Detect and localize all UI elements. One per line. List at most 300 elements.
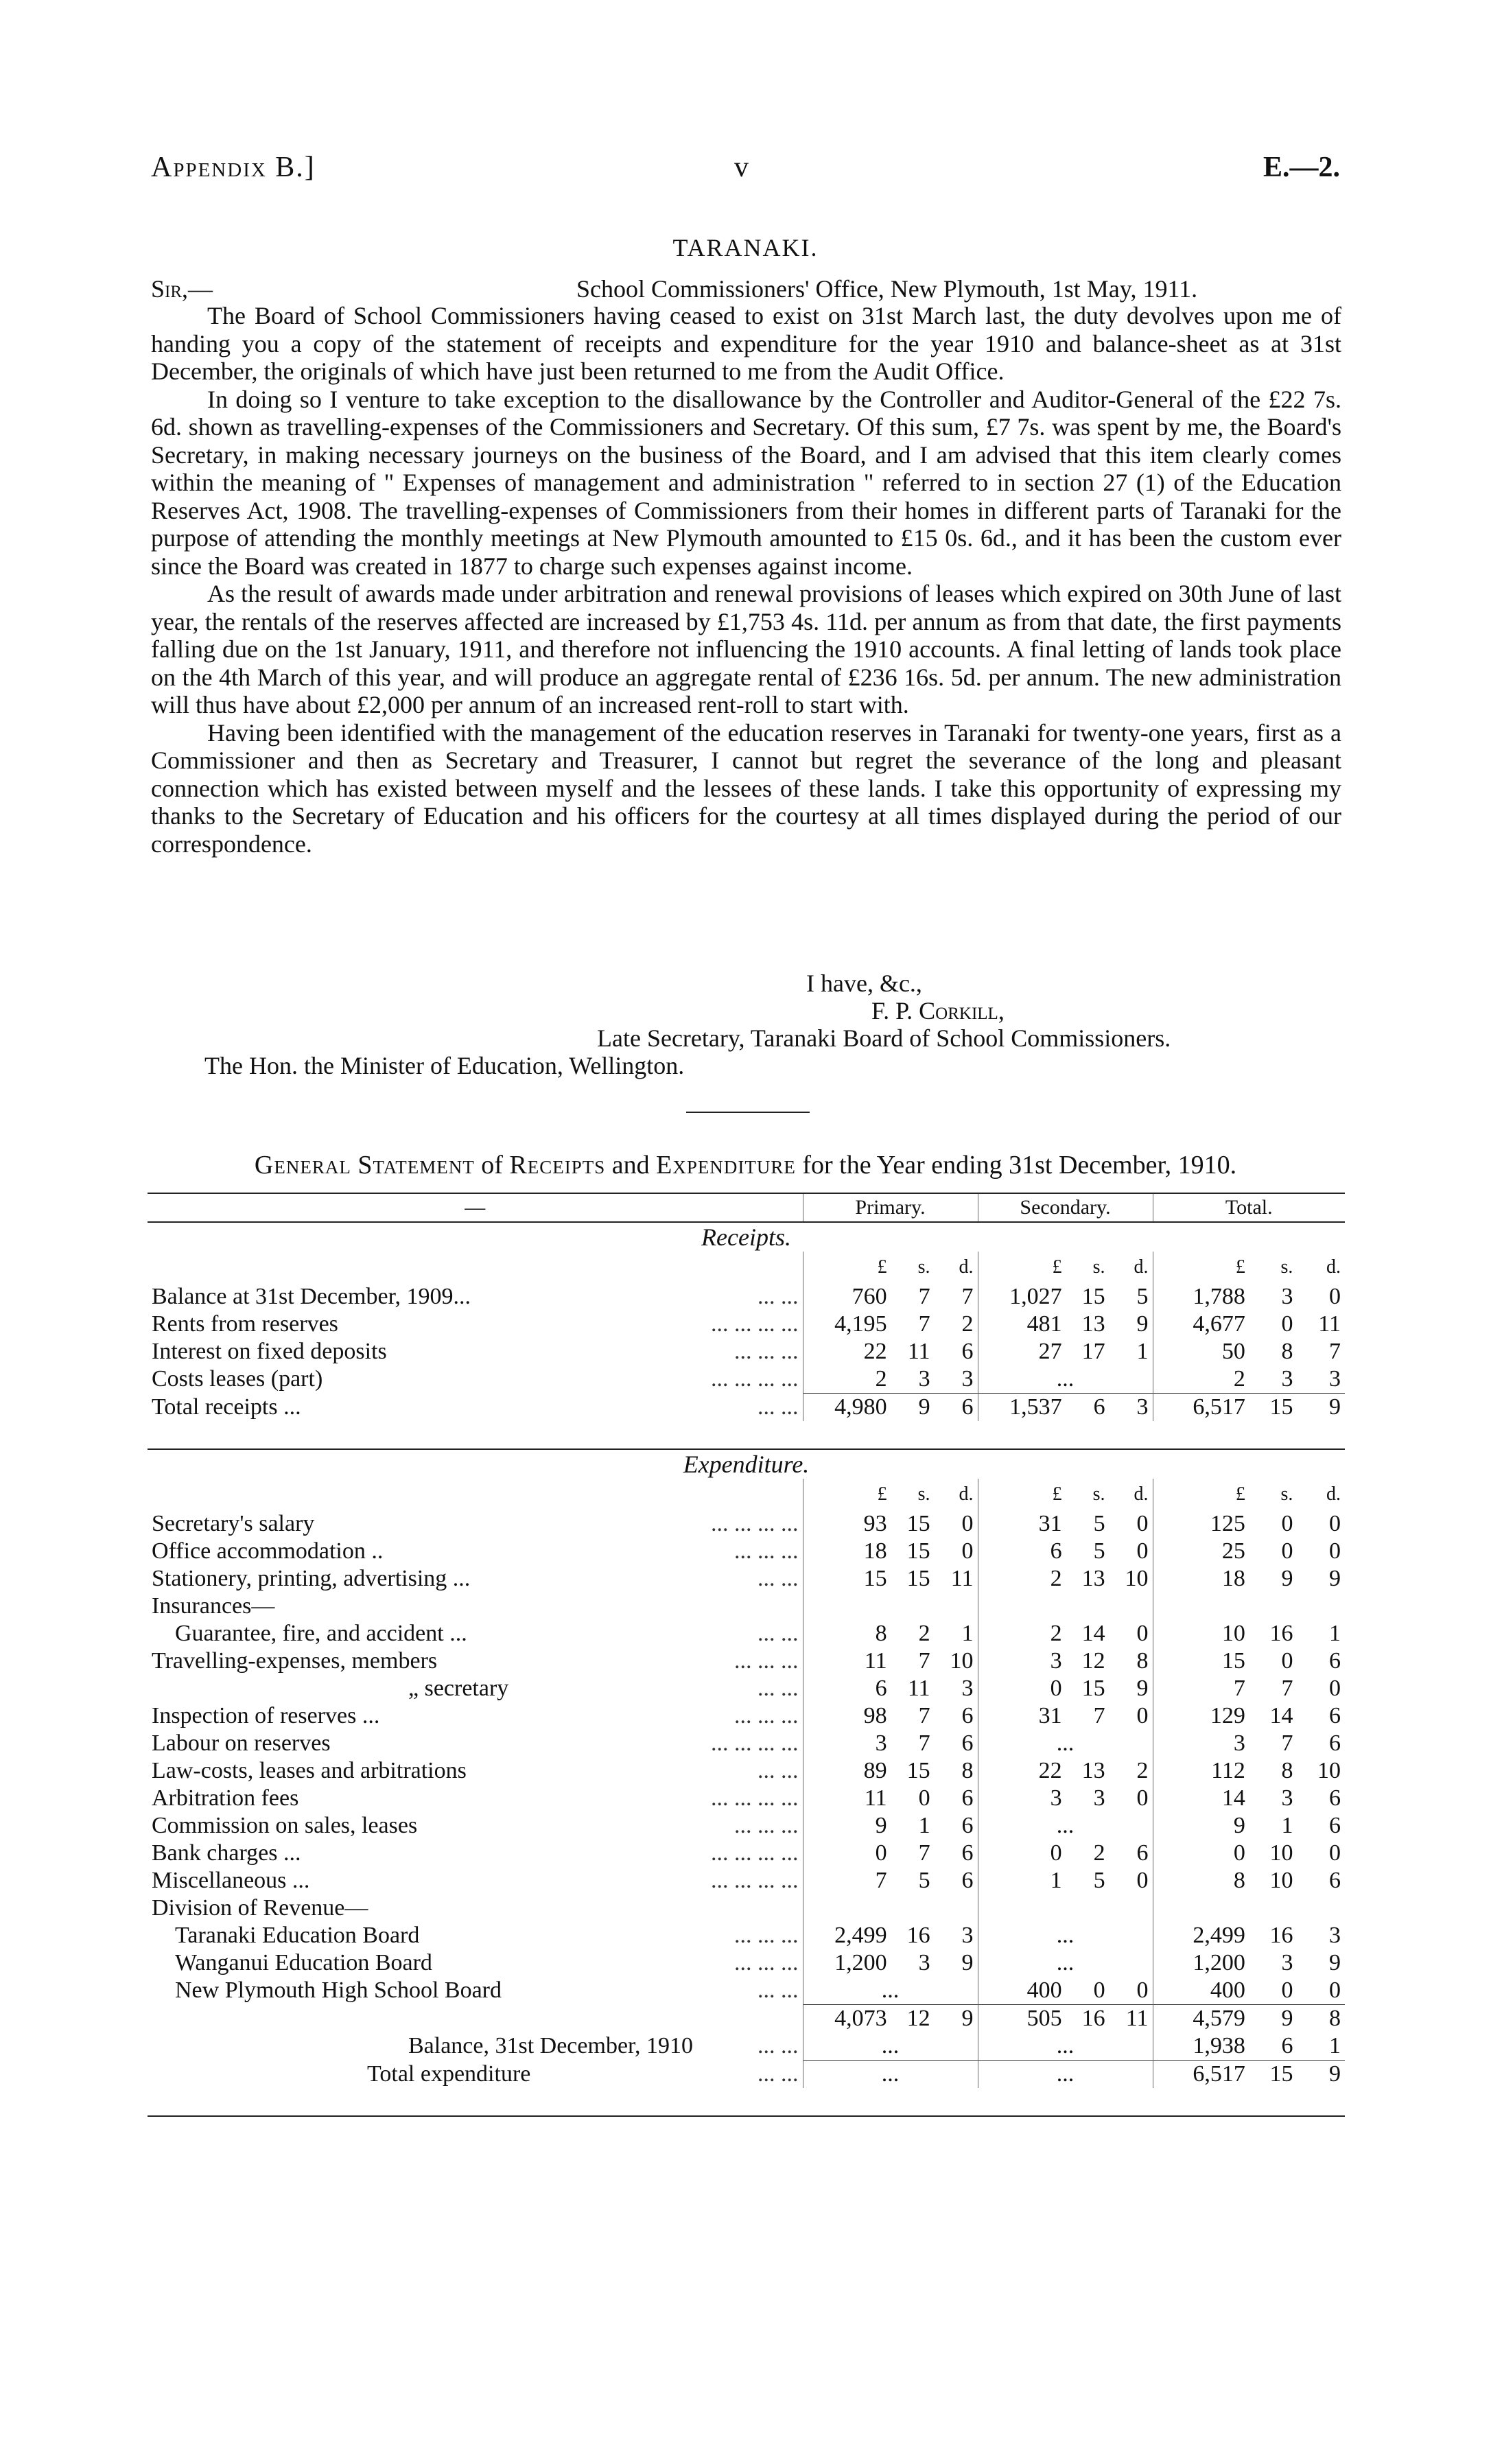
row-label — [148, 1675, 803, 1702]
amount-pence: 3 — [1328, 1923, 1341, 1948]
amount-pounds: 18 — [1221, 1566, 1245, 1591]
secondary-cell — [978, 1785, 1153, 1812]
amount-shillings: 14 — [1269, 1703, 1293, 1728]
label-wrap — [408, 2033, 799, 2059]
label-wrap — [175, 1621, 799, 1647]
secondary-cell — [978, 1977, 1153, 2005]
item-label: Arbitration fees — [152, 1785, 299, 1811]
amount-pounds: 129 — [1210, 1703, 1245, 1728]
total-cell — [1153, 1565, 1345, 1593]
item-label: Bank charges ... — [152, 1840, 301, 1866]
amount-pounds: 2,499 — [1193, 1923, 1245, 1948]
secondary-cell: ... — [978, 2061, 1153, 2089]
row-label — [148, 1565, 803, 1593]
amount-shillings: 15 — [906, 1566, 930, 1591]
item-column-header: — — [148, 1193, 803, 1222]
amount-shillings: 13 — [1081, 1311, 1105, 1337]
label-wrap — [152, 1511, 799, 1537]
amount — [1158, 1566, 1341, 1592]
row-label — [148, 1922, 803, 1949]
letter-paragraph: Having been identified with the management of the education reserves in Taranaki for twenty-one years, first as a Commissioner and then as Secretary and Treasurer, I cannot but regret the severance of the long and pleasant connection which has existed between myself and the lessees of these lands. I take this opportunity of expressing my thanks to the Secretary of Education and his officers for the courtesy at all times displayed during the period of our correspondence. — [151, 718, 1341, 858]
secondary-cell: ... — [978, 1812, 1153, 1840]
expenditure-row — [148, 1593, 1345, 1620]
amount-pounds: 93 — [863, 1511, 887, 1536]
primary-cell — [803, 1311, 978, 1338]
amount-pence: 0 — [1328, 1538, 1341, 1564]
amount — [983, 1840, 1149, 1866]
amount-shillings: 15 — [906, 1511, 930, 1536]
unit-label: s. — [1280, 1483, 1293, 1505]
amount-pounds: 4,677 — [1193, 1311, 1245, 1337]
amount — [808, 1284, 974, 1310]
expenditure-row — [148, 1565, 1345, 1593]
total-cell — [1153, 1977, 1345, 2005]
expenditure-row — [148, 1785, 1345, 1812]
amount-pence: 0 — [961, 1511, 974, 1536]
title-word: of — [481, 1151, 503, 1180]
unit-label: s. — [1092, 1483, 1105, 1505]
amount-pence: 3 — [961, 1676, 974, 1701]
amount — [983, 1621, 1149, 1647]
secondary-cell — [978, 1565, 1153, 1593]
unit-label: d. — [1134, 1483, 1149, 1505]
amount-pence: 6 — [961, 1339, 974, 1364]
amount-pounds: 6 — [875, 1676, 887, 1701]
amount-pounds: 2 — [875, 1366, 887, 1392]
amount-shillings: 0 — [1281, 1648, 1293, 1674]
secondary-cell: ... — [978, 1949, 1153, 1977]
amount-pence: 6 — [961, 1813, 974, 1838]
amount-pounds: 15 — [863, 1566, 887, 1591]
primary-cell — [803, 1812, 978, 1840]
amount-pounds: 505 — [1026, 2006, 1062, 2031]
expenditure-row — [148, 1730, 1345, 1757]
unit-label: £ — [1052, 1256, 1062, 1278]
amount-pence: 3 — [1328, 1366, 1341, 1392]
primary-cell — [803, 1510, 978, 1538]
row-label — [148, 1394, 803, 1422]
unit-labels — [983, 1256, 1149, 1278]
amount-pence: 0 — [1136, 1621, 1149, 1646]
amount — [808, 1703, 974, 1729]
amount-shillings: 1 — [918, 1813, 930, 1838]
document-code: E.—2. — [1263, 152, 1340, 183]
amount-shillings: 7 — [1281, 1730, 1293, 1756]
amount-pounds: 31 — [1038, 1511, 1062, 1536]
leader-dots: ... ... ... — [734, 1950, 799, 1975]
item-label: Guarantee, fire, and accident ... — [175, 1621, 467, 1646]
amount-pence: 9 — [1328, 1566, 1341, 1591]
total-cell — [1153, 1785, 1345, 1812]
leader-dots: ... ... ... ... — [711, 1730, 799, 1756]
total-cell — [1153, 1867, 1345, 1894]
total-cell — [1153, 1922, 1345, 1949]
label-wrap — [408, 1676, 799, 1702]
amount-pounds: 0 — [1050, 1840, 1062, 1866]
amount-pounds: 31 — [1038, 1703, 1062, 1728]
row-label — [148, 1338, 803, 1365]
receipt-row — [148, 1311, 1345, 1338]
amount-pence: 0 — [1328, 1676, 1341, 1701]
expenditure-row — [148, 1510, 1345, 1538]
leader-dots: ... ... ... — [734, 1813, 799, 1838]
item-label: Labour on reserves — [152, 1730, 331, 1756]
amount-shillings: 11 — [907, 1339, 930, 1364]
amount — [808, 1840, 974, 1866]
total-cell — [1153, 1812, 1345, 1840]
total-cell — [1153, 1840, 1345, 1867]
leader-dots: ... ... — [758, 1621, 799, 1646]
amount-pounds: 50 — [1221, 1339, 1245, 1364]
amount-shillings: 9 — [918, 1394, 930, 1420]
receipt-row — [148, 1365, 1345, 1394]
amount-pounds: 1,537 — [1009, 1394, 1062, 1420]
amount — [983, 1978, 1149, 2004]
secondary-cell: ... — [978, 2032, 1153, 2061]
rule-cell — [1153, 2088, 1345, 2116]
amount — [1158, 1703, 1341, 1729]
amount-pence: 6 — [961, 1730, 974, 1756]
amount — [1158, 1538, 1341, 1564]
amount-pence: 6 — [1328, 1785, 1341, 1811]
amount-shillings: 12 — [906, 2006, 930, 2031]
label-wrap — [367, 2061, 799, 2087]
amount-shillings: 14 — [1081, 1621, 1105, 1646]
amount-pence: 9 — [1136, 1676, 1149, 1701]
secondary-cell — [978, 1538, 1153, 1565]
expenditure-row — [148, 1977, 1345, 2005]
amount-pence: 10 — [1317, 1758, 1341, 1783]
expenditure-row — [148, 1702, 1345, 1730]
amount-shillings: 10 — [1269, 1840, 1293, 1866]
item-label: Travelling-expenses, members — [152, 1648, 438, 1674]
amount-pence: 9 — [1328, 1950, 1341, 1975]
amount-shillings: 7 — [918, 1840, 930, 1866]
amount-shillings: 13 — [1081, 1758, 1105, 1783]
section-heading: Receipts. — [701, 1223, 791, 1251]
label-wrap — [152, 1538, 799, 1564]
leader-dots: ... ... — [758, 2061, 799, 2087]
amount-pounds: 9 — [1233, 1813, 1245, 1838]
secondary-cell: ... — [978, 1922, 1153, 1949]
amount-pence: 3 — [961, 1923, 974, 1948]
amount-pence: 2 — [961, 1311, 974, 1337]
label-wrap — [175, 1950, 799, 1976]
amount-pence: 8 — [961, 1758, 974, 1783]
amount-pence: 1 — [961, 1621, 974, 1646]
amount-pounds: 1,788 — [1193, 1284, 1245, 1309]
amount-shillings: 0 — [1281, 1538, 1293, 1564]
item-label: Total receipts ... — [152, 1394, 301, 1420]
item-label: Balance at 31st December, 1909... — [152, 1284, 471, 1309]
expenditure-row — [148, 1867, 1345, 1894]
item-label: New Plymouth High School Board — [175, 1978, 502, 2004]
unit-labels — [808, 1256, 974, 1278]
amount — [1158, 1366, 1341, 1392]
row-label — [148, 2005, 803, 2033]
section-divider — [686, 1112, 810, 1113]
row-label — [148, 1977, 803, 2005]
amount-pounds: 2,499 — [834, 1923, 887, 1948]
units-row — [148, 1479, 1345, 1510]
item-label: Secretary's salary — [152, 1511, 315, 1536]
amount-shillings: 7 — [918, 1730, 930, 1756]
amount — [983, 1566, 1149, 1592]
amount-pence: 0 — [1136, 1511, 1149, 1536]
secondary-cell — [978, 2005, 1153, 2033]
column-header-row — [148, 1193, 1345, 1222]
amount-shillings: 16 — [906, 1923, 930, 1948]
unit-labels — [1158, 1256, 1341, 1278]
amount-pence: 6 — [1328, 1813, 1341, 1838]
rule-cell — [148, 2088, 803, 2116]
amount-pounds: 6,517 — [1193, 2061, 1245, 2087]
amount — [808, 1648, 974, 1674]
expenditure-row — [148, 1949, 1345, 1977]
amount-shillings: 11 — [907, 1676, 930, 1701]
label-wrap — [152, 1311, 799, 1337]
amount-pounds: 0 — [1233, 1840, 1245, 1866]
unit-label: £ — [877, 1483, 887, 1505]
amount-shillings: 15 — [1269, 2061, 1293, 2087]
item-label: Inspection of reserves ... — [152, 1703, 380, 1728]
amount — [808, 1366, 974, 1392]
amount — [808, 1339, 974, 1365]
subtotal-row — [148, 2005, 1345, 2033]
letter-body — [151, 302, 1341, 858]
receipts-section — [148, 1222, 1345, 1252]
amount-pence: 1 — [1328, 1621, 1341, 1646]
amount — [1158, 1394, 1341, 1420]
leader-dots: ... ... ... — [734, 1538, 799, 1564]
row-label — [148, 1785, 803, 1812]
amount-pence: 10 — [950, 1648, 974, 1674]
secondary-cell — [978, 1510, 1153, 1538]
secondary-cell — [978, 1647, 1153, 1675]
amount-shillings: 5 — [1093, 1538, 1105, 1564]
amount-pence: 11 — [1318, 1311, 1341, 1337]
amount-pounds: 8 — [875, 1621, 887, 1646]
amount-pounds: 3 — [875, 1730, 887, 1756]
rule-cell — [803, 1421, 978, 1449]
amount-shillings: 3 — [1281, 1366, 1293, 1392]
secondary-cell — [978, 1675, 1153, 1702]
balance-row — [148, 2032, 1345, 2061]
amount — [1158, 1339, 1341, 1365]
office-dateline: School Commissioners' Office, New Plymouth, 1st May, 1911. — [576, 275, 1198, 303]
amount-pounds: 4,579 — [1193, 2006, 1245, 2031]
amount-pence: 3 — [961, 1366, 974, 1392]
amount-pounds: 0 — [875, 1840, 887, 1866]
total-receipts-row — [148, 1394, 1345, 1422]
row-label — [148, 1702, 803, 1730]
amount-pounds: 1,938 — [1193, 2033, 1245, 2058]
expenditure-row — [148, 1675, 1345, 1702]
amount-shillings: 7 — [918, 1284, 930, 1309]
unit-label: s. — [917, 1256, 930, 1278]
amount-pence: 1 — [1328, 2033, 1341, 2058]
amount-pence: 0 — [1136, 1703, 1149, 1728]
amount-pounds: 400 — [1026, 1978, 1062, 2003]
amount-pence: 0 — [1328, 1840, 1341, 1866]
group-heading: Insurances— — [152, 1593, 275, 1619]
total-units — [1153, 1252, 1345, 1283]
amount — [808, 1950, 974, 1976]
total-units — [1153, 1479, 1345, 1510]
salutation: Sir,— — [151, 275, 213, 303]
total-cell — [1153, 1538, 1345, 1565]
total-cell — [1153, 1894, 1345, 1922]
total-cell — [1153, 1730, 1345, 1757]
amount — [808, 1923, 974, 1949]
amount-pence: 6 — [1328, 1868, 1341, 1893]
row-label — [148, 1620, 803, 1647]
total-cell — [1153, 2061, 1345, 2089]
item-label: „ secretary — [408, 1676, 509, 1701]
amount — [808, 1621, 974, 1647]
amount-shillings: 7 — [918, 1648, 930, 1674]
item-label: Office accommodation .. — [152, 1538, 384, 1564]
amount — [808, 1511, 974, 1537]
amount-pence: 6 — [1328, 1703, 1341, 1728]
label-wrap — [152, 1758, 799, 1784]
amount-pounds: 400 — [1210, 1978, 1245, 2003]
primary-units — [803, 1479, 978, 1510]
unit-label: £ — [1235, 1483, 1245, 1505]
secondary-cell — [978, 1338, 1153, 1365]
amount-pounds: 2 — [1233, 1366, 1245, 1392]
unit-labels — [808, 1483, 974, 1505]
amount-pence: 9 — [1328, 1394, 1341, 1420]
item-label: Costs leases (part) — [152, 1366, 323, 1392]
amount-shillings: 0 — [1281, 1978, 1293, 2003]
amount — [1158, 1785, 1341, 1811]
amount — [1158, 1950, 1341, 1976]
amount-pounds: 1,200 — [1193, 1950, 1245, 1975]
rule-row — [148, 2088, 1345, 2116]
amount-pounds: 4,980 — [834, 1394, 887, 1420]
row-label — [148, 1365, 803, 1394]
amount — [983, 1394, 1149, 1420]
rule-cell — [148, 1421, 803, 1449]
amount-pence: 5 — [1136, 1284, 1149, 1309]
total-cell — [1153, 1338, 1345, 1365]
primary-cell — [803, 1840, 978, 1867]
amount-pounds: 22 — [1038, 1758, 1062, 1783]
row-label — [148, 1538, 803, 1565]
amount — [1158, 2006, 1341, 2032]
amount-pence: 11 — [1125, 2006, 1149, 2031]
amount-shillings: 3 — [918, 1366, 930, 1392]
label-wrap — [152, 1394, 799, 1420]
leader-dots: ... ... — [758, 1676, 799, 1701]
amount — [983, 1311, 1149, 1337]
unit-label: d. — [959, 1256, 974, 1278]
amount — [808, 1868, 974, 1894]
amount — [983, 1339, 1149, 1365]
leader-dots: ... ... — [758, 1284, 799, 1309]
total-cell — [1153, 1593, 1345, 1620]
amount-shillings: 0 — [1281, 1511, 1293, 1536]
amount-pounds: 112 — [1211, 1758, 1245, 1783]
amount-shillings: 1 — [1281, 1813, 1293, 1838]
row-label — [148, 1647, 803, 1675]
total-cell — [1153, 1702, 1345, 1730]
amount — [983, 1758, 1149, 1784]
secondary-cell — [978, 1867, 1153, 1894]
amount — [1158, 2033, 1341, 2059]
amount-shillings: 17 — [1081, 1339, 1105, 1364]
amount-pounds: 3 — [1050, 1785, 1062, 1811]
amount-shillings: 15 — [1081, 1284, 1105, 1309]
unit-label: s. — [1280, 1256, 1293, 1278]
amount — [1158, 1676, 1341, 1702]
unit-label: s. — [917, 1483, 930, 1505]
item-label: Total expenditure — [367, 2061, 531, 2087]
primary-cell — [803, 1338, 978, 1365]
total-cell — [1153, 1757, 1345, 1785]
primary-cell — [803, 1867, 978, 1894]
label-wrap — [152, 1813, 799, 1839]
row-label — [148, 2061, 803, 2089]
amount-shillings: 0 — [1281, 1311, 1293, 1337]
units-spacer — [148, 1252, 803, 1283]
amount — [1158, 1978, 1341, 2004]
title-word: Statement — [357, 1151, 475, 1180]
amount-pounds: 760 — [852, 1284, 887, 1309]
total-cell — [1153, 2005, 1345, 2033]
secondary-cell — [978, 1394, 1153, 1422]
primary-cell — [803, 1757, 978, 1785]
letter-paragraph: As the result of awards made under arbitration and renewal provisions of leases which expired on 30th June of last year, the rentals of the reserves affected are increased by £1,753 4s. 11d. per annum as from that date, the first payments falling due on the 1st January, 1911, and therefore not influencing the 1910 accounts. A final letting of lands took place on the 4th March of this year, and will produce an aggregate rental of £236 16s. 5d. per annum. The new administration will thus have about £2,000 per annum of an increased rent-roll to start with. — [151, 580, 1341, 718]
label-wrap — [152, 1366, 799, 1392]
total-cell — [1153, 1283, 1345, 1311]
amount — [1158, 1840, 1341, 1866]
label-wrap — [152, 1566, 799, 1592]
leader-dots: ... ... ... ... — [711, 1366, 799, 1392]
item-label: Balance, 31st December, 1910 — [408, 2033, 693, 2059]
item-label: Rents from reserves — [152, 1311, 338, 1337]
amount-pounds: 98 — [863, 1703, 887, 1728]
total-cell — [1153, 1620, 1345, 1647]
row-label — [148, 2032, 803, 2061]
amount-shillings: 16 — [1269, 1923, 1293, 1948]
amount-pounds: 15 — [1221, 1648, 1245, 1674]
secondary-cell — [978, 1757, 1153, 1785]
leader-dots: ... ... — [758, 2033, 799, 2059]
unit-label: d. — [959, 1483, 974, 1505]
primary-cell — [803, 1565, 978, 1593]
amount-shillings: 15 — [1269, 1394, 1293, 1420]
unit-labels — [983, 1483, 1149, 1505]
primary-cell — [803, 1730, 978, 1757]
primary-cell — [803, 1949, 978, 1977]
amount-shillings: 9 — [1281, 2006, 1293, 2031]
rule-cell — [978, 2088, 1153, 2116]
row-label — [148, 1730, 803, 1757]
leader-dots: ... ... — [758, 1758, 799, 1783]
amount — [1158, 1511, 1341, 1537]
amount-pence: 6 — [961, 1840, 974, 1866]
amount-shillings: 6 — [1281, 2033, 1293, 2058]
total-expenditure-row — [148, 2061, 1345, 2089]
amount-pounds: 6 — [1050, 1538, 1062, 1564]
primary-cell — [803, 1283, 978, 1311]
amount-pence: 0 — [961, 1538, 974, 1564]
primary-cell — [803, 1702, 978, 1730]
total-cell — [1153, 1394, 1345, 1422]
amount-pounds: 11 — [864, 1648, 887, 1674]
